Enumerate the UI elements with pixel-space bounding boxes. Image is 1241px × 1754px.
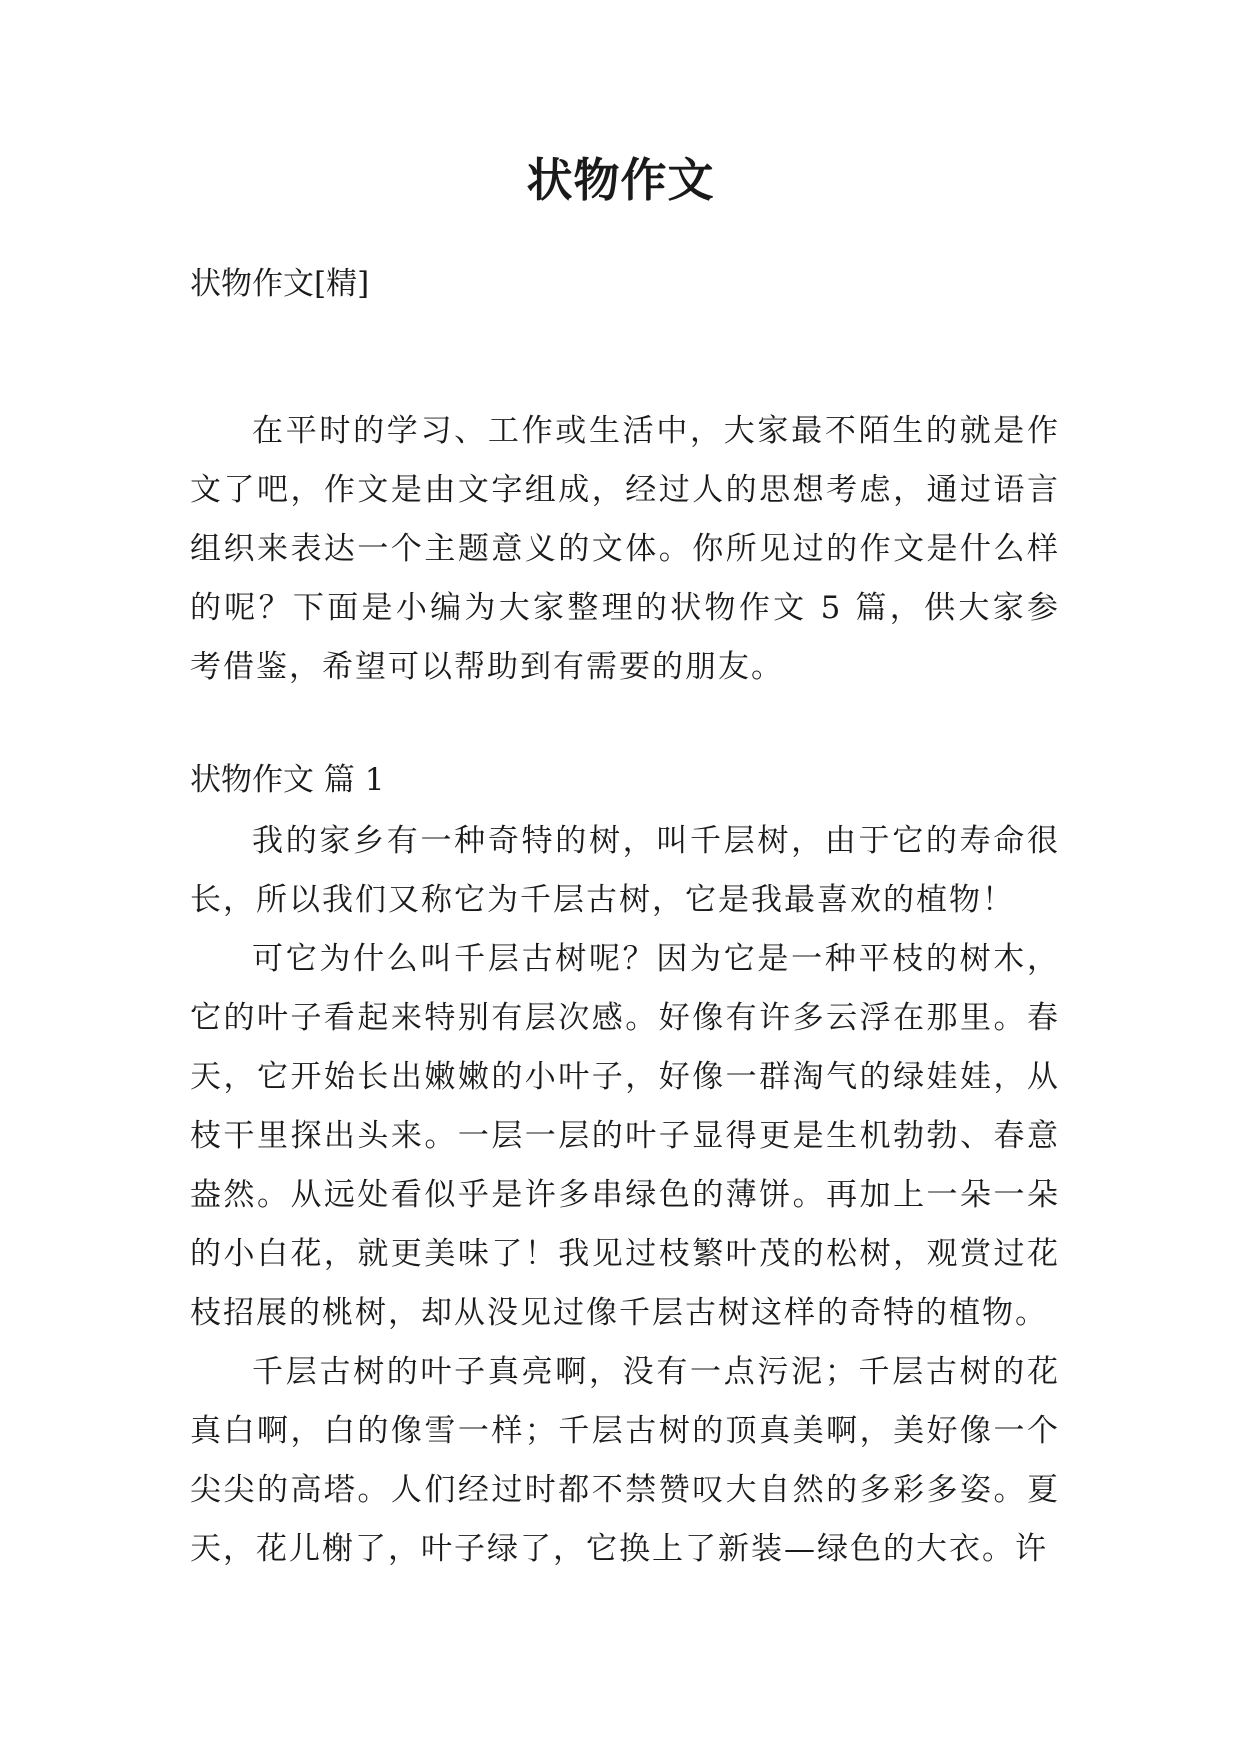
- essay-body: [190, 812, 1060, 1579]
- essay-paragraph-2: 可它为什么叫千层古树呢？因为它是一种平枝的树木，它的叶子看起来特别有层次感。好像有许多云浮在那里。春天，它开始长出嫩嫩的小叶子，好像一群淘气的绿娃娃，从枝干里探出头来。一层一层的叶子显得更是生机勃勃、春意盎然。从远处看似乎是许多串绿色的薄饼。再加上一朵一朵的小白花，就更美味了！我见过枝繁叶茂的松树，观赏过花枝招展的桃树，却从没见过像千层古树这样的奇特的植物。: [190, 941, 1060, 1331]
- section-heading: 状物作文 篇 1: [190, 762, 385, 798]
- intro-section: [190, 402, 1060, 697]
- intro-paragraph: 在平时的学习、工作或生活中，大家最不陌生的就是作文了吧，作文是由文字组成，经过人的思想考虑，通过语言组织来表达一个主题意义的文体。你所见过的作文是什么样的呢？下面是小编为大家整理的状物作文 5 篇，供大家参考借鉴，希望可以帮助到有需要的朋友。: [190, 413, 1060, 685]
- essay-paragraph-1: 我的家乡有一种奇特的树，叫千层树，由于它的寿命很长，所以我们又称它为千层古树，它是我最喜欢的植物！: [190, 823, 1060, 918]
- document-title: 状物作文: [526, 153, 715, 207]
- essay-paragraph-3: 千层古树的叶子真亮啊，没有一点污泥；千层古树的花真白啊，白的像雪一样；千层古树的顶真美啊，美好像一个尖尖的高塔。人们经过时都不禁赞叹大自然的多彩多姿。夏天，花儿榭了，叶子绿了，它换上了新装—绿色的大衣。许: [190, 1354, 1060, 1567]
- document-subtitle: 状物作文[精]: [190, 266, 370, 302]
